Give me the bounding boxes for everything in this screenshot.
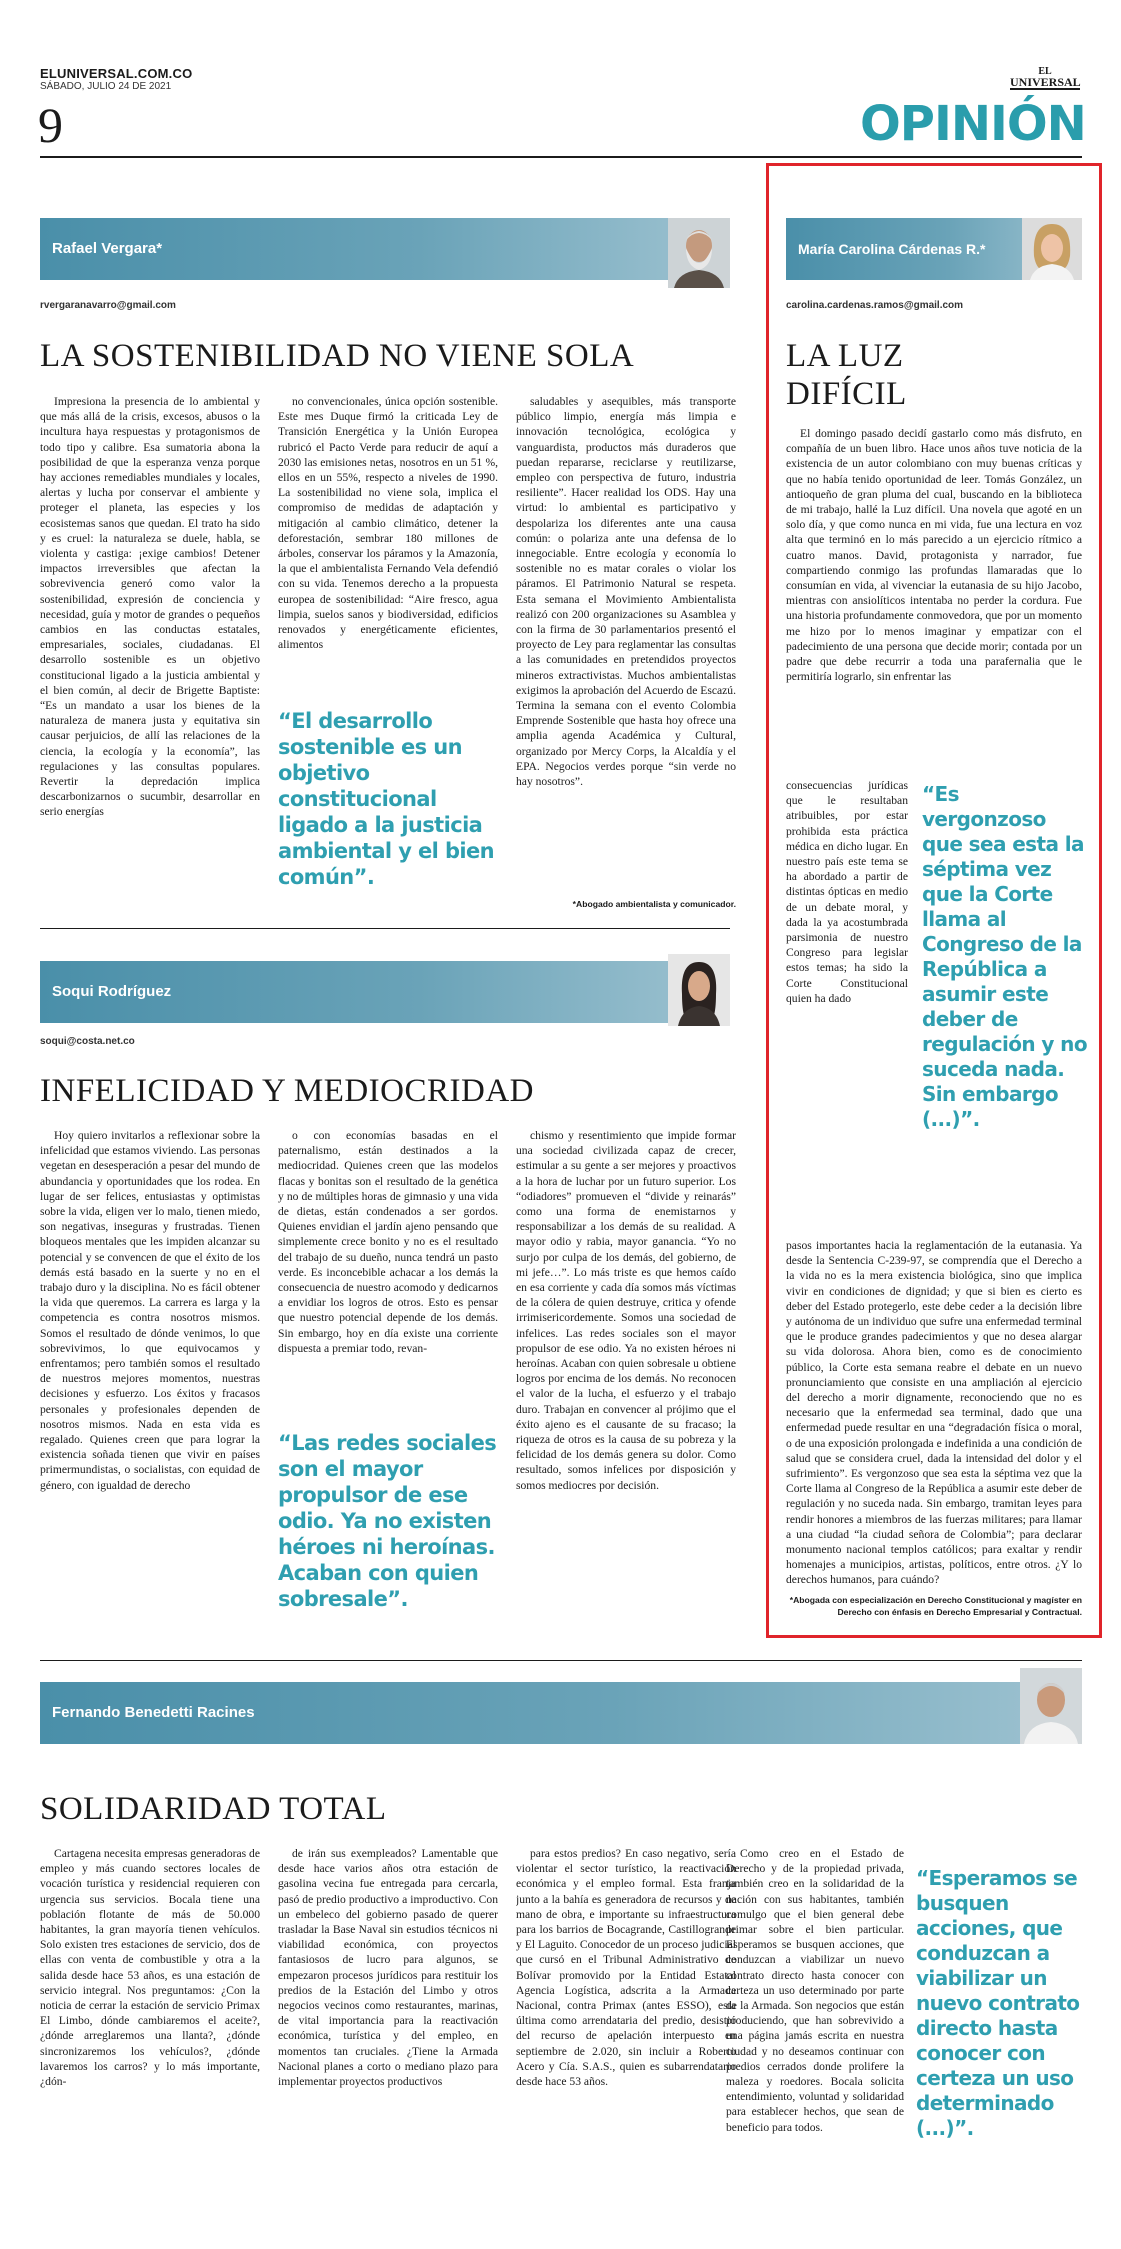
author-portrait-icon [1020,1668,1082,1744]
paragraph: no convencionales, única opción sostenible. Este mes Duque firmó la criticada Ley de Transición Energética y la Unión Europea rubricó el Pacto Verde para reducir de aquí a 2030 las emisiones netas, nosotros en un 51 %, ellos en un 55%, respecto a niveles de 1990. La sostenibilidad no viene sola, implica el compromiso de medidas de adaptación y mitigación al cambio climático, detener la deforestación, sembrar 180 millones de árboles, conservar los páramos y la Amazonía, la que el ambientalista Fernando Vela defendió con su vida. Tenemos derecho a la propuesta europea de sostenibilidad: “Aire fresco, agua limpia, suelos sanos y biodiversidad, edificios renovados y energéticamente eficientes, alimentos [278,395,498,652]
paragraph: Impresiona la presencia de lo ambiental y que más allá de la crisis, excesos, abusos o la incultura haya respuestas y protagonismos de todo tipo y calibre. Esa sumatoria abona la posibilidad de que la esperanza venza porque hay acciones remediables mundiales y locales, alertas y lucha por conservar el ambiente y proteger el planeta, las especies y los ecosistemas sanos que quedan. El trato ha sido y es cruel: la naturaleza se duele, habla, se violenta y castiga: ¡exige cambios! Detener impactos irreversibles que afectan la sobrevivencia generó como valor la sostenibilidad, expresión de conciencia y necesidad, guía y motor de grandes o pequeños cambios en las conductas estatales, empresariales, sociales, ciudadanas. El desarrollo sostenible es un objetivo constitucional ligado a la justicia ambiental y el bien común, al decir de Brigette Baptiste: “Es un mandato a usar los bienes de la naturaleza de manera justa y equitativa sin causar perjuicios, de allí las relaciones de la ciencia, la ecología y la economía”, las regulaciones y las consultas populares. Revertir la depredación implica descarbonizarnos o sucumbir, desarrollar en serio energías [40,395,260,819]
article-headline: SOLIDARIDAD TOTAL [40,1791,387,1827]
logo-line-2: UNIVERSAL [1010,75,1081,89]
author-photo [668,218,730,288]
paragraph: o con economías basadas en el paternalismo, están destinados a la mediocridad. Quienes creen que las modelos flacas y bonitas son el resultado de la genética y no de múltiples horas de gimnasio y una vida de dietas, están condenados a ser gordos. Quienes envidian el jardín ajeno pensando que simplemente crece bonito y no es el resultado del trabajo de su dueño, nunca tendrá un pasto verde. Es inconcebible achacar a los demás la consecuencia de nuestro acomodo y dedicarnos a envidiar los logros de otros. Esto es pensar que nuestro potencial depende de los demás. Sin embargo, hoy en día existe una corriente dispuesta a premiar todo, revan- [278,1129,498,1355]
article-column [786,426,1082,776]
author-signature: *Abogada con especialización en Derecho Constitucional y magíster en Derecho con énfasis en Derecho Empresarial y Contractual. [789,1595,1082,1617]
issue-date: SÁBADO, JULIO 24 DE 2021 [40,81,172,92]
author-portrait-icon [668,218,730,288]
author-bar [40,218,730,280]
article-column [40,1846,260,2236]
logo-line-1: EL [1038,66,1052,77]
author-portrait-icon [668,954,730,1026]
author-email: carolina.cardenas.ramos@gmail.com [786,300,964,311]
paragraph: Como creo en el Estado de Derecho y de la propiedad privada, también creo en la solidaridad de la nación con sus habitantes, también comulgo que el bien general debe primar sobre el bien particular. Esperamos se busquen acciones, que conduzcan a viabilizar un nuevo contrato directo hasta conocer con certeza un uso determinado por parte de la Armada. Son negocios que están produciendo, que han sobrevivido a una página jamás escrita en nuestra ciudad y no deseamos continuar con predios cerrados donde prolifere la maleza y roedores. Bocala solicita entendimiento, voluntad y solidaridad para establecer hechos, que sean de beneficio para todos. [726,1847,904,2134]
newspaper-logo [1010,66,1080,90]
pull-quote: “Esperamos se busquen acciones, que conduzcan a viabilizar un nuevo contrato directo hasta conocer con certeza un uso determinado (...)”. [916,1866,1080,2140]
paragraph: para estos predios? En caso negativo, sería violentar el sector turístico, la reactivación económica y el empleo formal. Esta franja junto a la bahía es generadora de recursos y de mano de obra, e importante su infraestructura para los barrios de Bocagrande, Castillogrande y El Laguito. Conocedor de un proceso judicial que cursó en el Tribunal Administrativo de Bolívar promovido por la Entidad Estatal Agencia Logística, adscrita a la Armada Nacional, contra Primax (antes ESSO), esta última como arrendataria del predio, desistió del recurso de apelación interpuesto en septiembre de 2.020, sin incluir a Roberto Acero y Cía. S.A.S., quien es subarrendatario desde hace 53 años. [516,1847,736,2089]
paragraph: Cartagena necesita empresas generadoras de empleo y más cuando sectores locales de vocación turística y residencial requieren con urgencia sus servicios. Bocala tiene una población flotante de más de 50.000 habitantes, la gran mayoría tienen vehículos. Solo existen tres estaciones de servicio, dos de ellas con venta de combustible y otra a la salida desde hace 53 años, es una estación de servicio integral. Nos preguntamos: ¿Con la noticia de cerrar la estación de servicio Primax El Limbo, dónde cambiaremos el aceite?, ¿dónde arreglaremos una llanta?, ¿dónde sincronizaremos los vehículos?, ¿dónde lavaremos los carros? y lo más importante, ¿dón- [40,1847,260,2089]
section-divider [40,928,730,929]
masthead-rule [40,156,1082,158]
author-signature: *Abogado ambientalista y comunicador. [572,899,736,909]
article-column [278,1128,498,1418]
paragraph: chismo y resentimiento que impide formar una sociedad civilizada capaz de crecer, estimular a su gente a ser mejores y proactivos a la hora de luchar por un futuro superior. Los “odiadores” promueven el “divide y reinarás” como una forma de enemistarnos y responsabilizar a los demás de su realidad. A mayor odio y rabia, mayor ganancia. “Yo no surjo por culpa de los demás, del gobierno, de mi jefe…”. Lo más triste es que hemos caído en esa corriente y cada día somos más víctimas de la cólera de quien destruye, critica y ofende irrimisericordemente. Somos una sociedad de infelices. Las redes sociales son el mayor propulsor de ese odio. Ya no existen héroes ni heroínas. Acaban con quien sobresale u obtiene logros por encima de los demás. No reconocen el valor de la lucha, el esfuerzo y el trabajo duro. Trabajan en convencer al prójimo que el éxito ajeno es el causante de su fracaso; la riqueza de otros es la causa de su pobreza y la felicidad de los demás genera su dolor. Como resultado, somos infelices por disposición y somos mediocres por decisión. [516,1129,736,1492]
pull-quote: “El desarrollo sostenible es un objetivo constitucional ligado a la justicia ambiental y el bien común”. [278,709,494,889]
author-name: Rafael Vergara* [52,240,163,257]
author-photo [1022,218,1082,280]
article-column [40,394,260,914]
article-column [278,394,498,694]
author-photo [1020,1668,1082,1744]
author-name: Fernando Benedetti Racines [52,1704,255,1721]
article-column [786,778,908,1240]
article-column [516,394,736,892]
headline-line: LA LUZ [786,338,904,374]
pull-quote: “Las redes sociales son el mayor propulsor de ese odio. Ya no existen héroes ni heroínas. Acaban con quien sobresale”. [278,1431,497,1611]
paragraph: Hoy quiero invitarlos a reflexionar sobre la infelicidad que estamos viviendo. Las personas vegetan en desesperación a pesar del mundo de abundancia y oportunidades que los rodea. En lugar de ser felices, entusiastas y optimistas sobre la vida, eligen ver lo malo, tienen miedo, son negativas, inseguras y frustradas. Tienen bloqueos mentales que les impiden alcanzar su potencial y se convencen de que el éxito de los demás está basado en la suerte y no en el trabajo duro y la disciplina. No es fácil obtener la vida que queremos. La carrera es larga y la competencia es contra nosotros mismos. Somos el resultado de dónde venimos, lo que sobrevivimos, lo que equivocamos y enfrentamos; pero también somos el resultado de nuestros mejores momentos, nuestras decisiones y esfuerzo. Los éxitos y fracasos personales y profesionales dependen de nosotros mismos. Nada en esta vida es regalado. Quienes creen que para lograr la existencia soñada tienen que vivir en países primermundistas, o socialistas, con equidad de género, con igualdad de derecho [40,1129,260,1492]
author-photo [668,954,730,1026]
paragraph: pasos importantes hacia la reglamentación de la eutanasia. Ya desde la Sentencia C-239-97, se comprendía que el Derecho a la vida no es la mera existencia biológica, sino que implica vivir en condiciones de dignidad; y que si bien es cierto es deber del Estado protegerlo, este debe ceder a la decisión libre y autónoma de un individuo que sufre una enfermedad terminal que le produce grandes padecimientos y que no desea alargar su vida dolorosa. Ahora bien, como es de conocimiento público, la Corte esta semana reabre el debate en un nuevo pronunciamiento que consiste en una ampliación al ejercicio del derecho a morir dignamente, reconociendo que no es necesario que la enfermedad sea terminal, dado que una enfermedad puede resultar en una “degradación física o moral, o de una exposición prolongada e indefinida a una condición de salud que se considera cruel, dada la intensidad del dolor y el sufrimiento”. Es vergonzoso que sea esta la séptima vez que la Corte llama al Congreso de la República a asumir este deber de regulación y no suceda nada. Sin embargo, tramitan leyes para rendir honores a miembros de las fuerzas militares; para llamar a una ciudad “la ciudad señora de Colombia”; para declarar monumento nacional templos católicos; para exaltar y rendir homenajes a municipios, artistas, políticos, entre otros. ¿Y lo derechos humanos, para cuándo? [786,1239,1082,1587]
site-url: ELUNIVERSAL.COM.CO [40,66,193,81]
page-number: 9 [38,97,63,153]
author-bar [40,961,730,1023]
article-column [516,1128,736,1628]
article-column [278,1846,498,2236]
article-headline: INFELICIDAD Y MEDIOCRIDAD [40,1073,535,1109]
article-column [516,1846,736,2236]
paragraph: saludables y asequibles, más transporte público limpio, energía más limpia e innovación tecnológica, ecológica y vanguardista, productos más duraderos que puedan repararse, reciclarse y reutilizarse, empleo con perspectiva de futuro, industria resiliente”. Hacer realidad los ODS. Hay una virtud: lo ambiental es participativo y despolariza los diferentes ante una causa común: o polariza ante una defensa de lo innegociable. Entre ecología y economía lo sostenible no es matar corales o violar los páramos. El Patrimonio Natural se respeta. Esta semana el Movimiento Ambientalista realizó con 200 organizaciones su Asamblea y con la firma de 30 parlamentarios presentó el proyecto de Ley para reglamentar las consultas a las comunidades en pretendidos proyectos mineros extractivistas. Muchos ambientalistas exigimos la aprobación del Acuerdo de Escazú. Termina la semana con el evento Colombia Emprende Sostenible que hasta hoy ofrece una amplia agenda Académica y Cultural, organizado por Mercy Corps, la Alcaldía y el EPA. Negocios verdes porque “sin verde no hay nosotros”. [516,395,736,789]
article-column [786,1238,1082,1590]
section-divider [40,1660,1082,1661]
paragraph: El domingo pasado decidí gastarlo como más disfruto, en compañía de un buen libro. Hace unos años tuve noticia de la existencia de un autor colombiano con muy buenas críticas y que no había tenido oportunidad de leer. Tomás González, un antioqueño de gran pluma del cual, buscando en la biblioteca de mi trabajo, hallé la Luz difícil. Una novela que agoté en un solo día, y que como nunca en mi vida, fue una lectura en voz alta que terminó en lo más parecido a un ejercicio rítmico a cuatro manos. David, protagonista y narrador, fue compartiendo conmigo las profundas llamaradas que lo consumían en vida, al vivenciar la eutanasia de su hijo Jacobo, mientras con ansiolíticos intentaba no perder la cordura. Fue una historia profundamente conmovedora, que por un momento me hizo por lo menos imaginar y empatizar con el padecimiento de una persona que decide morir; contada por un padre que debe recurrir a toda una parafernalia que le permitiría lograrlo, sin enfrentar las [786,427,1082,684]
author-name: Soqui Rodríguez [52,983,172,1000]
paragraph: de irán sus exempleados? Lamentable que desde hace varios años otra estación de gasolina vecina fue entregada para cercarla, pasó de predio productivo a improductivo. Con un embeleco del gobierno pasado de querer trasladar la Base Naval sin estudios técnicos ni viabilidad económica, con proyectos fantasiosos de lucro para algunos, se empezaron procesos jurídicos para restituir los predios de la Estación del Limbo y otros negocios vecinos como restaurantes, marinas, de vital importancia para la reactivación económica, turística y del empleo, en momentos tan cruciales. ¿Tiene la Armada Nacional planes a corto o mediano plazo para implementar proyectos productivos [278,1847,498,2089]
article-headline [786,337,1082,413]
author-email: rvergaranavarro@gmail.com [40,300,176,311]
author-portrait-icon [1022,218,1082,280]
article-headline: LA SOSTENIBILIDAD NO VIENE SOLA [40,338,635,374]
author-email: soqui@costa.net.co [40,1036,135,1047]
article-column [40,1128,260,1628]
pull-quote: “Es vergonzoso que sea esta la séptima vez que la Corte llama al Congreso de la República a asumir este deber de regulación y no suceda nada. Sin embargo (...)”. [922,782,1087,1131]
article-column [726,1846,904,2236]
headline-line: DIFÍCIL [786,376,907,412]
author-bar [40,1682,1082,1744]
author-name: María Carolina Cárdenas R.* [798,241,986,257]
paragraph: consecuencias jurídicas que le resultaban atribuibles, por estar prohibida esta práctica médica en dicho lugar. En nuestro país este tema se ha abordado a partir de distintas ópticas en medio de un debate moral, y dada la ya acostumbrada parsimonia de nuestro Congreso para legislar estos temas; ha sido la Corte Constitucional quien ha dado [786,779,908,1005]
section-title: OPINIÓN [860,96,1086,152]
